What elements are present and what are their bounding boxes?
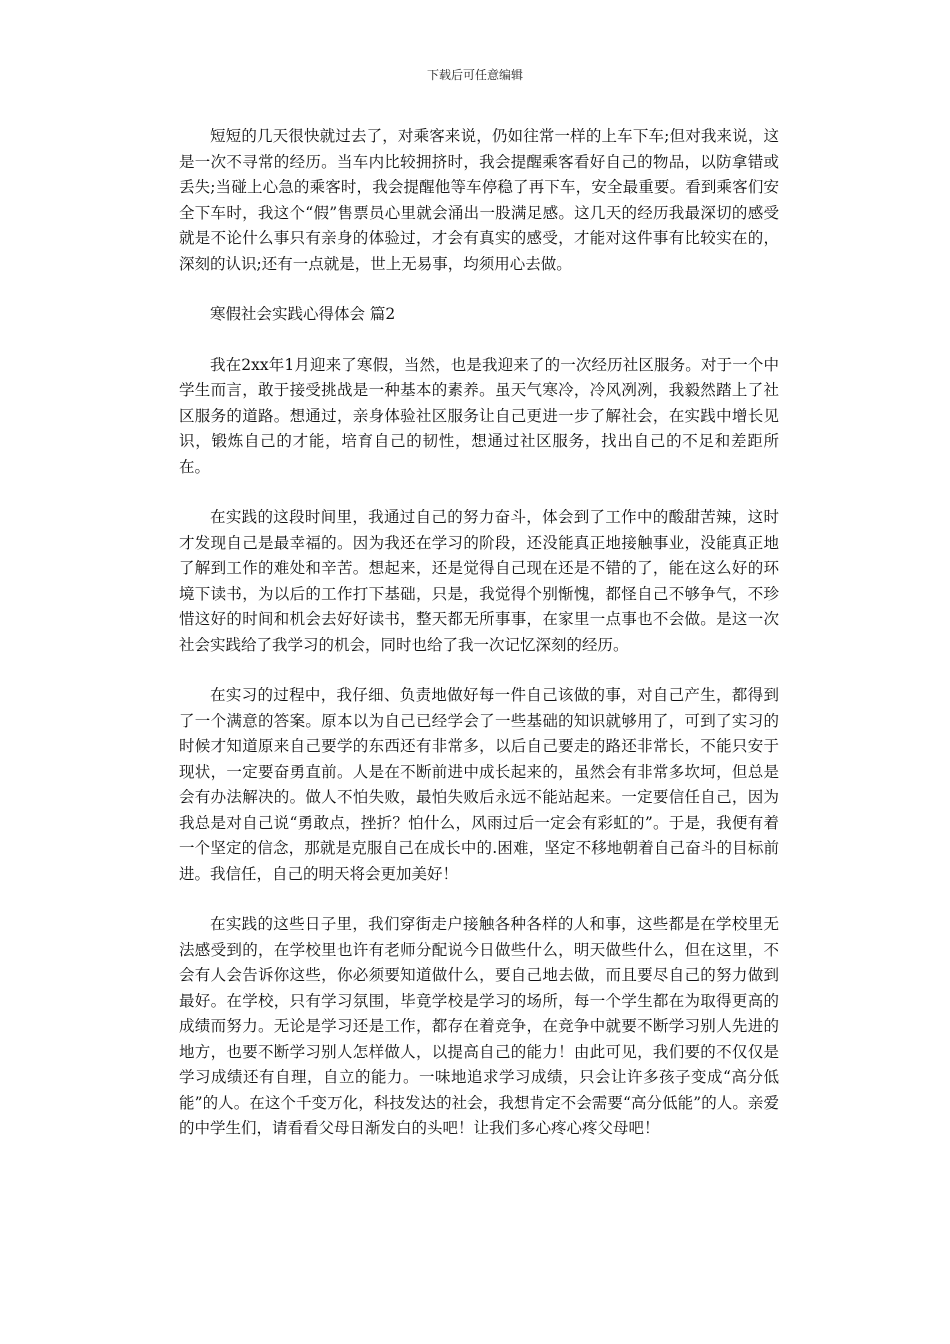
paragraph-4: 在实践的这些日子里，我们穿街走户接触各种各样的人和事，这些都是在学校里无法感受到的，在学校里也许有老师分配说今日做些什么，明天做些什么，但在这里，不会有人会告诉你这些，你必须要知道做什么，要自己地去做，而且要尽自己的努力做到最好。在学校，只有学习氛围，毕竟学校是学习的场所，每一个学生都在为取得更高的成绩而努力。无论是学习还是工作，都存在着竞争，在竞争中就要不断学习别人先进的地方，也要不断学习别人怎样做人，以提高自己的能力！由此可见，我们要的不仅仅是学习成绩还有自理，自立的能力。一味地追求学习成绩，只会让许多孩子变成“高分低能”的人。在这个千变万化，科技发达的社会，我想肯定不会需要“高分低能”的人。亲爱的中学生们，请看看父母日渐发白的头吧！让我们多心疼心疼父母吧！ <box>179 915 779 1137</box>
section-title: 寒假社会实践心得体会 篇2 <box>210 305 396 323</box>
intro-paragraph: 短短的几天很快就过去了，对乘客来说，仍如往常一样的上车下车;但对我来说，这是一次不寻常的经历。当车内比较拥挤时，我会提醒乘客看好自己的物品，以防拿错或丢失;当碰上心急的乘客时，我会提醒他等车停稳了再下车，安全最重要。看到乘客们安全下车时，我这个“假”售票员心里就会涌出一股满足感。这几天的经历我最深切的感受就是不论什么事只有亲身的体验过，才会有真实的感受，才能对这件事有比较实在的，深刻的认识;还有一点就是，世上无易事，均须用心去做。 <box>179 127 779 273</box>
paragraph-3: 在实习的过程中，我仔细、负责地做好每一件自己该做的事，对自己产生，都得到了一个满意的答案。原本以为自己已经学会了一些基础的知识就够用了，可到了实习的时候才知道原来自己要学的东西还有非常多，以后自己要走的路还非常长，不能只安于现状，一定要奋勇直前。人是在不断前进中成长起来的，虽然会有非常多坎坷，但总是会有办法解决的。做人不怕失败，最怕失败后永远不能站起来。一定要信任自己，因为我总是对自己说“勇敢点，挫折？怕什么，风雨过后一定会有彩虹的”。于是，我便有着一个坚定的信念，那就是克服自己在成长中的.困难，坚定不移地朝着自己奋斗的目标前进。我信任，自己的明天将会更加美好！ <box>179 686 779 883</box>
paragraph-2: 在实践的这段时间里，我通过自己的努力奋斗，体会到了工作中的酸甜苦辣，这时才发现自己是最幸福的。因为我还在学习的阶段，还没能真正地接触事业，没能真正地了解到工作的难处和辛苦。想起来，还是觉得自己现在还是不错的了，能在这么好的环境下读书，为以后的工作打下基础，只是，我觉得个别惭愧，都怪自己不够争气，不珍惜这好的时间和机会去好好读书，整天都无所事事，在家里一点事也不会做。是这一次社会实践给了我学习的机会，同时也给了我一次记忆深刻的经历。 <box>179 508 779 654</box>
document-body <box>179 124 779 1142</box>
paragraph-1: 我在2xx年1月迎来了寒假，当然，也是我迎来了的一次经历社区服务。对于一个中学生而言，敢于接受挑战是一种基本的素养。虽天气寒冷，冷风冽冽，我毅然踏上了社区服务的道路。想通过，亲身体验社区服务让自己更进一步了解社会，在实践中增长见识，锻炼自己的才能，培育自己的韧性，想通过社区服务，找出自己的不足和差距所在。 <box>179 355 779 476</box>
page-header: 下载后可任意编辑 <box>426 68 523 82</box>
